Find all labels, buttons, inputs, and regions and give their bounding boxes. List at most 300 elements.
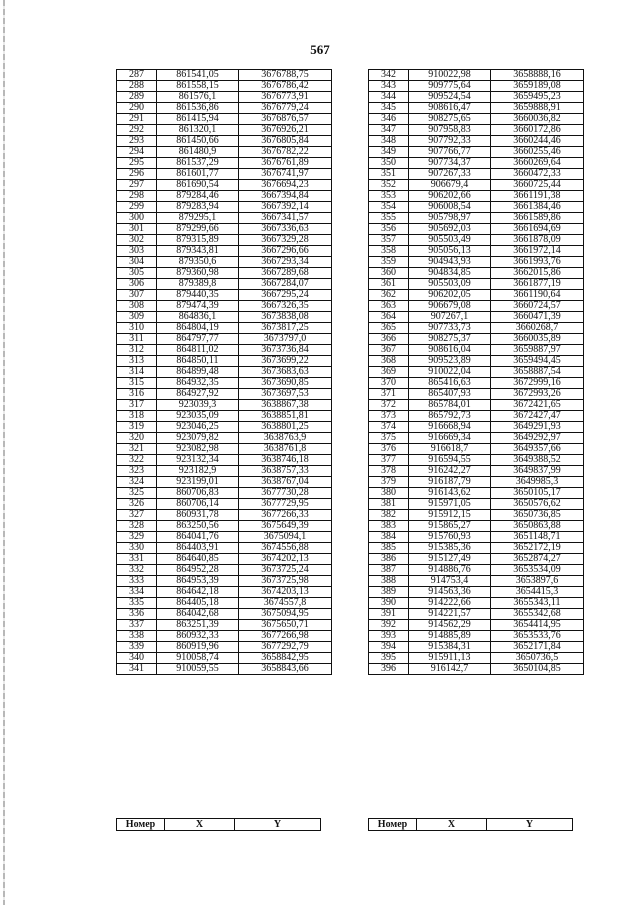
table-row (117, 180, 332, 191)
point-number: 306 (117, 279, 157, 290)
table-row (369, 411, 584, 422)
coordinate-y: 3674202,13 (239, 554, 332, 565)
coordinate-x: 861536,86 (157, 103, 239, 114)
coordinate-y: 3677266,98 (239, 631, 332, 642)
table-row (369, 587, 584, 598)
table-row (369, 312, 584, 323)
coordinate-y: 3660172,86 (491, 125, 584, 136)
point-number: 393 (369, 631, 409, 642)
coordinate-y: 3660471,39 (491, 312, 584, 323)
coordinate-y: 3655343,11 (491, 598, 584, 609)
coordinate-y: 3658887,54 (491, 367, 584, 378)
coordinate-y: 3667392,14 (239, 202, 332, 213)
coordinate-x: 865792,73 (409, 411, 491, 422)
coordinate-x: 864836,1 (157, 312, 239, 323)
coordinate-x: 907766,77 (409, 147, 491, 158)
coordinate-y: 3676926,21 (239, 125, 332, 136)
coordinate-x: 907267,33 (409, 169, 491, 180)
coordinate-x: 908616,04 (409, 345, 491, 356)
coordinate-x: 915912,15 (409, 510, 491, 521)
coordinate-x: 916242,27 (409, 466, 491, 477)
table-row (117, 158, 332, 169)
coordinate-y: 3675094,1 (239, 532, 332, 543)
coordinate-x: 879389,8 (157, 279, 239, 290)
coordinate-x: 909775,64 (409, 81, 491, 92)
table-row (117, 290, 332, 301)
table-row (117, 400, 332, 411)
coordinate-x: 910022,04 (409, 367, 491, 378)
point-number: 301 (117, 224, 157, 235)
coordinate-x: 879474,39 (157, 301, 239, 312)
coordinate-y: 3649291,93 (491, 422, 584, 433)
coordinate-x: 864642,18 (157, 587, 239, 598)
point-number: 368 (369, 356, 409, 367)
coordinate-x: 916618,7 (409, 444, 491, 455)
coordinate-x: 909524,54 (409, 92, 491, 103)
table-row (369, 290, 584, 301)
coordinate-x: 915760,93 (409, 532, 491, 543)
table-row (369, 235, 584, 246)
coordinate-x: 864405,18 (157, 598, 239, 609)
table-row (117, 444, 332, 455)
coordinate-y: 3638763,9 (239, 433, 332, 444)
point-number: 323 (117, 466, 157, 477)
coordinate-y: 3638757,33 (239, 466, 332, 477)
coordinate-x: 923039,3 (157, 400, 239, 411)
point-number: 389 (369, 587, 409, 598)
table-row (117, 301, 332, 312)
coordinate-x: 906202,05 (409, 290, 491, 301)
table-row (369, 356, 584, 367)
coordinate-x: 915971,05 (409, 499, 491, 510)
table-row (369, 125, 584, 136)
table-row (117, 488, 332, 499)
table-row (117, 565, 332, 576)
coordinate-y: 3661993,76 (491, 257, 584, 268)
table-row (117, 312, 332, 323)
point-number: 294 (117, 147, 157, 158)
column-header-left (116, 818, 321, 831)
coordinate-x: 914753,4 (409, 576, 491, 587)
coordinate-x: 905503,09 (409, 279, 491, 290)
coordinate-x: 907267,1 (409, 312, 491, 323)
point-number: 354 (369, 202, 409, 213)
table-row (117, 114, 332, 125)
table-row (369, 620, 584, 631)
table-row (369, 455, 584, 466)
coordinate-x: 923082,98 (157, 444, 239, 455)
coordinate-x: 879299,66 (157, 224, 239, 235)
coordinate-y: 3676741,97 (239, 169, 332, 180)
coordinate-x: 916143,62 (409, 488, 491, 499)
coordinate-x: 864804,19 (157, 323, 239, 334)
point-number: 287 (117, 70, 157, 81)
coordinates-table-left-body (117, 70, 332, 675)
table-row (369, 246, 584, 257)
coordinate-y: 3673690,85 (239, 378, 332, 389)
coordinate-x: 905503,49 (409, 235, 491, 246)
coordinate-y: 3660472,33 (491, 169, 584, 180)
coordinate-y: 3677292,79 (239, 642, 332, 653)
table-row (369, 554, 584, 565)
point-number: 310 (117, 323, 157, 334)
table-row (369, 136, 584, 147)
point-number: 328 (117, 521, 157, 532)
coordinate-x: 904834,85 (409, 268, 491, 279)
coordinate-y: 3667289,68 (239, 268, 332, 279)
coordinate-y: 3673838,08 (239, 312, 332, 323)
coordinate-x: 906679,08 (409, 301, 491, 312)
point-number: 377 (369, 455, 409, 466)
point-number: 395 (369, 653, 409, 664)
coordinate-y: 3677266,33 (239, 510, 332, 521)
table-row (117, 510, 332, 521)
point-number: 336 (117, 609, 157, 620)
point-number: 322 (117, 455, 157, 466)
point-number: 304 (117, 257, 157, 268)
coordinate-y: 3672421,65 (491, 400, 584, 411)
coordinate-y: 3658843,66 (239, 664, 332, 675)
point-number: 355 (369, 213, 409, 224)
coordinate-y: 3649292,97 (491, 433, 584, 444)
table-row (369, 477, 584, 488)
coordinate-x: 916669,34 (409, 433, 491, 444)
coordinate-y: 3673736,84 (239, 345, 332, 356)
coordinate-y: 3672427,47 (491, 411, 584, 422)
table-row (369, 653, 584, 664)
table-row (369, 532, 584, 543)
table-row (369, 422, 584, 433)
header-number: Номер (369, 819, 417, 831)
point-number: 348 (369, 136, 409, 147)
coordinate-y: 3676694,23 (239, 180, 332, 191)
point-number: 396 (369, 664, 409, 675)
point-number: 298 (117, 191, 157, 202)
table-row (369, 114, 584, 125)
coordinate-y: 3675649,39 (239, 521, 332, 532)
point-number: 343 (369, 81, 409, 92)
coordinate-x: 861537,29 (157, 158, 239, 169)
coordinate-x: 916187,79 (409, 477, 491, 488)
point-number: 382 (369, 510, 409, 521)
page-number: 567 (310, 42, 330, 57)
point-number: 361 (369, 279, 409, 290)
coordinate-y: 3676876,57 (239, 114, 332, 125)
header-x: X (417, 819, 487, 831)
coordinate-y: 3638746,18 (239, 455, 332, 466)
coordinate-x: 861541,05 (157, 70, 239, 81)
coordinate-x: 865407,93 (409, 389, 491, 400)
table-row (117, 455, 332, 466)
point-number: 394 (369, 642, 409, 653)
coordinate-x: 905056,13 (409, 246, 491, 257)
table-row (117, 279, 332, 290)
coordinate-y: 3672993,26 (491, 389, 584, 400)
coordinate-x: 907792,33 (409, 136, 491, 147)
header-x: X (165, 819, 235, 831)
coordinate-x: 914562,29 (409, 620, 491, 631)
coordinate-x: 908275,37 (409, 334, 491, 345)
coordinate-x: 914563,36 (409, 587, 491, 598)
table-row (117, 202, 332, 213)
coordinate-y: 3661878,09 (491, 235, 584, 246)
point-number: 357 (369, 235, 409, 246)
coordinate-x: 860931,78 (157, 510, 239, 521)
header-row (117, 819, 321, 831)
point-number: 325 (117, 488, 157, 499)
coordinate-x: 861415,94 (157, 114, 239, 125)
point-number: 292 (117, 125, 157, 136)
point-number: 353 (369, 191, 409, 202)
table-row (117, 411, 332, 422)
table-row (117, 422, 332, 433)
point-number: 291 (117, 114, 157, 125)
coordinate-y: 3660725,44 (491, 180, 584, 191)
table-row (117, 356, 332, 367)
coordinate-y: 3674557,8 (239, 598, 332, 609)
point-number: 311 (117, 334, 157, 345)
table-row (117, 367, 332, 378)
coordinate-y: 3674203,13 (239, 587, 332, 598)
table-row (117, 191, 332, 202)
table-row (369, 598, 584, 609)
point-number: 373 (369, 411, 409, 422)
coordinate-x: 861690,54 (157, 180, 239, 191)
table-row (369, 642, 584, 653)
coordinate-x: 864811,02 (157, 345, 239, 356)
coordinate-x: 923182,9 (157, 466, 239, 477)
table-row (369, 268, 584, 279)
point-number: 316 (117, 389, 157, 400)
coordinate-x: 915384,31 (409, 642, 491, 653)
coordinate-y: 3653533,76 (491, 631, 584, 642)
point-number: 342 (369, 70, 409, 81)
table-row (117, 345, 332, 356)
table-row (369, 334, 584, 345)
coordinate-y: 3667296,66 (239, 246, 332, 257)
coordinate-x: 906008,54 (409, 202, 491, 213)
table-row (117, 334, 332, 345)
coordinate-x: 864797,77 (157, 334, 239, 345)
table-row (117, 631, 332, 642)
point-number: 295 (117, 158, 157, 169)
point-number: 332 (117, 565, 157, 576)
coordinate-x: 860706,14 (157, 499, 239, 510)
coordinate-y: 3650105,17 (491, 488, 584, 499)
coordinate-y: 3658888,16 (491, 70, 584, 81)
coordinate-y: 3660036,82 (491, 114, 584, 125)
point-number: 330 (117, 543, 157, 554)
point-number: 356 (369, 224, 409, 235)
coordinate-y: 3659494,45 (491, 356, 584, 367)
point-number: 360 (369, 268, 409, 279)
coordinate-y: 3654414,95 (491, 620, 584, 631)
coordinate-y: 3660255,46 (491, 147, 584, 158)
coordinate-x: 915865,27 (409, 521, 491, 532)
table-row (117, 70, 332, 81)
coordinate-x: 909523,89 (409, 356, 491, 367)
point-number: 358 (369, 246, 409, 257)
point-number: 302 (117, 235, 157, 246)
table-row (369, 543, 584, 554)
coordinate-y: 3667329,28 (239, 235, 332, 246)
coordinate-x: 916142,7 (409, 664, 491, 675)
coordinate-x: 908616,47 (409, 103, 491, 114)
coordinate-x: 923035,09 (157, 411, 239, 422)
point-number: 344 (369, 92, 409, 103)
coordinate-y: 3659189,08 (491, 81, 584, 92)
coordinate-y: 3649388,52 (491, 455, 584, 466)
table-row (369, 576, 584, 587)
point-number: 341 (117, 664, 157, 675)
table-row (117, 477, 332, 488)
point-number: 340 (117, 653, 157, 664)
coordinate-y: 3676788,75 (239, 70, 332, 81)
table-row (117, 169, 332, 180)
point-number: 374 (369, 422, 409, 433)
header-y: Y (487, 819, 573, 831)
coordinate-y: 3676779,24 (239, 103, 332, 114)
table-row (117, 653, 332, 664)
coordinate-x: 864850,11 (157, 356, 239, 367)
coordinate-x: 865784,01 (409, 400, 491, 411)
point-number: 388 (369, 576, 409, 587)
point-number: 312 (117, 345, 157, 356)
coordinate-y: 3675094,95 (239, 609, 332, 620)
coordinate-x: 914885,89 (409, 631, 491, 642)
scan-edge (3, 0, 5, 905)
coordinate-x: 879284,46 (157, 191, 239, 202)
point-number: 381 (369, 499, 409, 510)
coordinate-y: 3638851,81 (239, 411, 332, 422)
coordinate-y: 3651148,71 (491, 532, 584, 543)
point-number: 369 (369, 367, 409, 378)
coordinate-y: 3667341,57 (239, 213, 332, 224)
table-row (117, 543, 332, 554)
coordinate-y: 3661589,86 (491, 213, 584, 224)
point-number: 363 (369, 301, 409, 312)
point-number: 318 (117, 411, 157, 422)
table-row (117, 235, 332, 246)
coordinates-table-right-body (369, 70, 584, 675)
table-row (117, 576, 332, 587)
coordinate-x: 864403,91 (157, 543, 239, 554)
table-row (117, 213, 332, 224)
coordinate-y: 3673725,98 (239, 576, 332, 587)
point-number: 321 (117, 444, 157, 455)
table-row (369, 345, 584, 356)
coordinates-table-right (368, 69, 584, 675)
table-row (117, 103, 332, 114)
point-number: 372 (369, 400, 409, 411)
coordinate-y: 3661877,19 (491, 279, 584, 290)
point-number: 324 (117, 477, 157, 488)
coordinate-y: 3649357,66 (491, 444, 584, 455)
coordinate-y: 3673797,0 (239, 334, 332, 345)
coordinate-y: 3677729,95 (239, 499, 332, 510)
header-row (369, 819, 573, 831)
point-number: 362 (369, 290, 409, 301)
table-row (117, 147, 332, 158)
table-row (117, 389, 332, 400)
coordinate-y: 3661384,46 (491, 202, 584, 213)
table-row (369, 609, 584, 620)
point-number: 384 (369, 532, 409, 543)
point-number: 334 (117, 587, 157, 598)
table-row (369, 81, 584, 92)
table-row (369, 257, 584, 268)
coordinate-y: 3652171,84 (491, 642, 584, 653)
coordinate-x: 910022,98 (409, 70, 491, 81)
table-row (117, 620, 332, 631)
point-number: 308 (117, 301, 157, 312)
coordinate-x: 915911,13 (409, 653, 491, 664)
coordinate-y: 3638761,8 (239, 444, 332, 455)
coordinate-y: 3650576,62 (491, 499, 584, 510)
table-row (369, 488, 584, 499)
table-row (369, 466, 584, 477)
point-number: 315 (117, 378, 157, 389)
point-number: 345 (369, 103, 409, 114)
point-number: 350 (369, 158, 409, 169)
coordinate-x: 923132,34 (157, 455, 239, 466)
coordinate-x: 860932,33 (157, 631, 239, 642)
coordinate-y: 3638767,04 (239, 477, 332, 488)
table-row (369, 158, 584, 169)
point-number: 386 (369, 554, 409, 565)
point-number: 387 (369, 565, 409, 576)
coordinate-x: 864952,28 (157, 565, 239, 576)
coordinate-x: 861576,1 (157, 92, 239, 103)
coordinate-x: 908275,65 (409, 114, 491, 125)
coordinate-x: 915385,36 (409, 543, 491, 554)
coordinate-x: 863251,39 (157, 620, 239, 631)
coordinate-y: 3676805,84 (239, 136, 332, 147)
coordinate-x: 861320,1 (157, 125, 239, 136)
point-number: 327 (117, 510, 157, 521)
point-number: 333 (117, 576, 157, 587)
coordinate-y: 3677730,28 (239, 488, 332, 499)
point-number: 300 (117, 213, 157, 224)
table-row (369, 191, 584, 202)
coordinate-y: 3674556,88 (239, 543, 332, 554)
coordinate-x: 905692,03 (409, 224, 491, 235)
table-row (117, 246, 332, 257)
coordinate-y: 3660269,64 (491, 158, 584, 169)
coordinate-x: 864899,48 (157, 367, 239, 378)
point-number: 299 (117, 202, 157, 213)
coordinate-x: 864932,35 (157, 378, 239, 389)
coordinate-x: 861480,9 (157, 147, 239, 158)
point-number: 370 (369, 378, 409, 389)
table-row (369, 147, 584, 158)
coordinate-y: 3667295,24 (239, 290, 332, 301)
point-number: 303 (117, 246, 157, 257)
coordinate-y: 3659887,97 (491, 345, 584, 356)
point-number: 290 (117, 103, 157, 114)
coordinate-x: 879350,6 (157, 257, 239, 268)
point-number: 313 (117, 356, 157, 367)
coordinate-x: 864042,68 (157, 609, 239, 620)
coordinate-x: 864927,92 (157, 389, 239, 400)
point-number: 347 (369, 125, 409, 136)
coordinate-x: 863250,56 (157, 521, 239, 532)
column-header-right (368, 818, 573, 831)
coordinate-y: 3650863,88 (491, 521, 584, 532)
coordinate-x: 864640,85 (157, 554, 239, 565)
coordinate-y: 3676773,91 (239, 92, 332, 103)
coordinate-x: 879343,81 (157, 246, 239, 257)
